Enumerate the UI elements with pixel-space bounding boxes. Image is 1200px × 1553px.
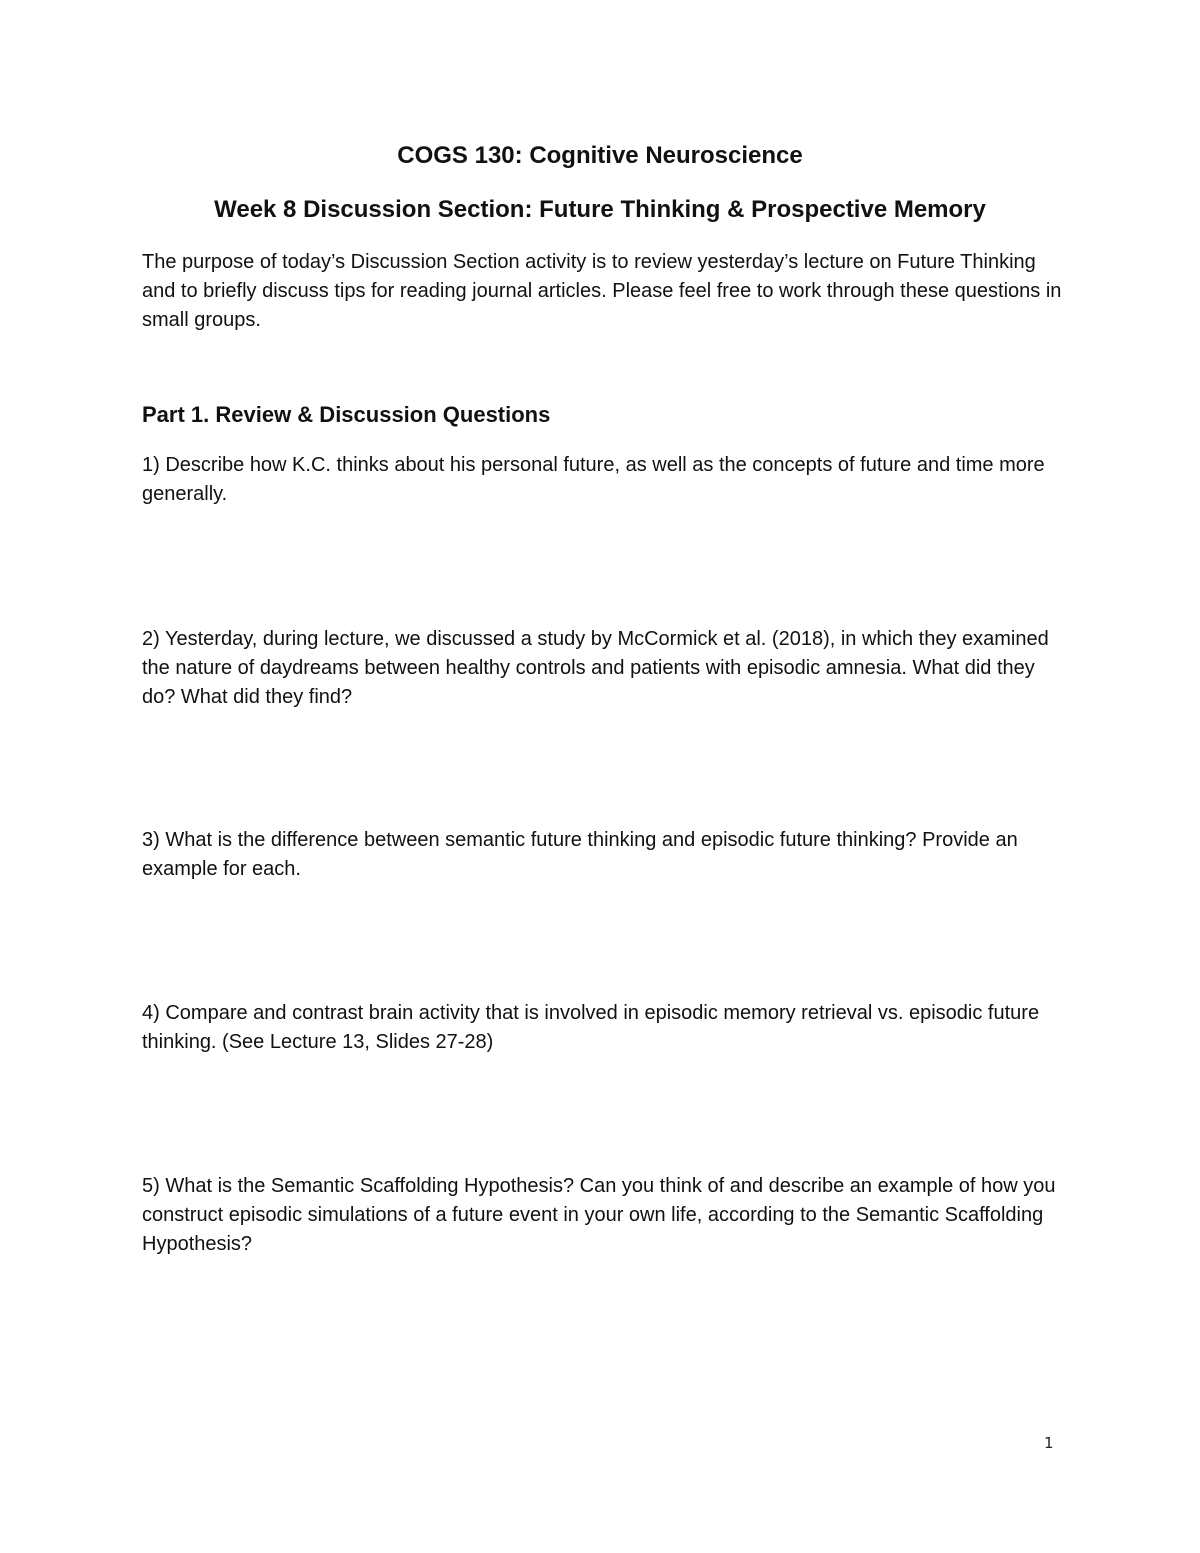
question-5: 5) What is the Semantic Scaffolding Hypothesis? Can you think of and describe an example of how you construct episodic simulations of a future event in your own life, according to the Semantic Scaffolding Hypothesis? [142,1175,1056,1255]
page-number: 1 [1044,1434,1054,1452]
part-1-heading: Part 1. Review & Discussion Questions [142,402,551,427]
document-subtitle: Week 8 Discussion Section: Future Thinking & Prospective Memory [214,196,986,223]
question-4: 4) Compare and contrast brain activity that is involved in episodic memory retrieval vs. episodic future thinking. (See Lecture 13, Slides 27-28) [142,1002,1040,1053]
question-2: 2) Yesterday, during lecture, we discussed a study by McCormick et al. (2018), in which they examined the nature of daydreams between healthy controls and patients with episodic amnesia. What did they do? What did they find? [142,628,1049,708]
document-title: COGS 130: Cognitive Neuroscience [397,142,803,169]
intro-paragraph: The purpose of today’s Discussion Section activity is to review yesterday’s lecture on Future Thinking and to briefly discuss tips for reading journal articles. Please feel free to work through these questions in small groups. [142,251,1062,331]
question-1: 1) Describe how K.C. thinks about his personal future, as well as the concepts of future and time more generally. [142,454,1045,505]
question-3: 3) What is the difference between semantic future thinking and episodic future thinking? Provide an example for each. [142,829,1018,880]
